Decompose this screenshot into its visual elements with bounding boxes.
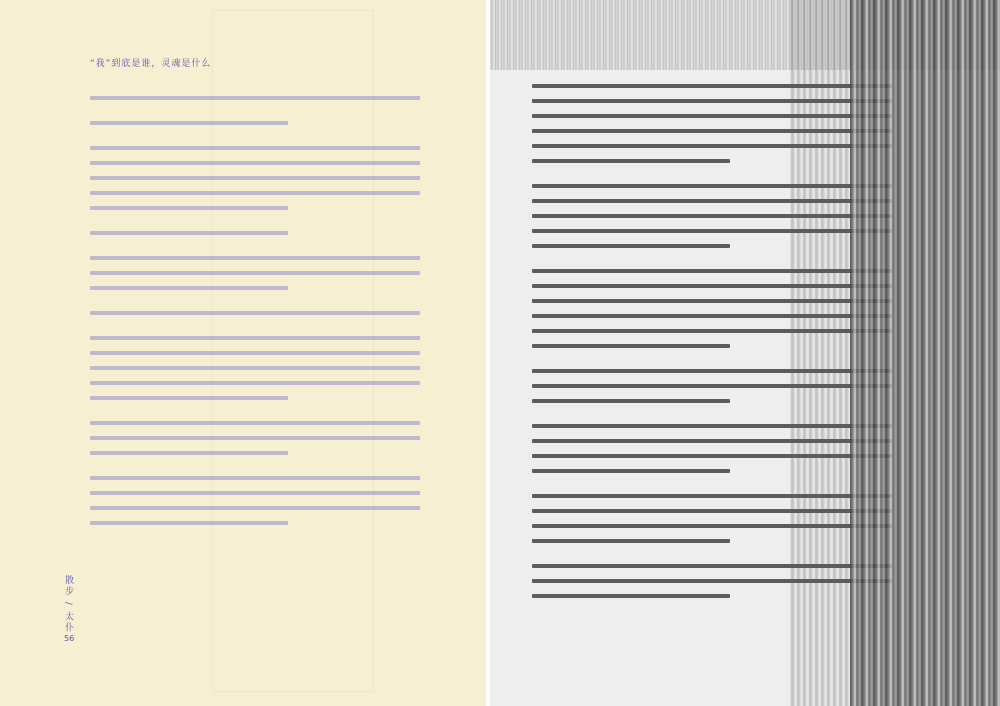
page-number: 56 xyxy=(64,634,75,643)
text-line xyxy=(90,121,288,125)
author-label: 散步 / 太仆 xyxy=(63,575,73,634)
right-page xyxy=(490,0,1000,706)
text-line xyxy=(90,336,420,340)
text-line xyxy=(90,206,288,210)
text-line xyxy=(90,436,420,440)
text-line xyxy=(532,159,730,163)
text-line xyxy=(532,344,730,348)
text-line xyxy=(90,351,420,355)
text-line xyxy=(90,396,288,400)
text-line xyxy=(90,476,420,480)
left-body-text xyxy=(90,96,420,536)
text-line xyxy=(90,521,288,525)
scan-artifact-stripes xyxy=(850,0,1000,706)
text-line xyxy=(532,594,730,598)
text-line xyxy=(90,421,420,425)
text-line xyxy=(90,381,420,385)
text-line xyxy=(90,191,420,195)
text-line xyxy=(90,256,420,260)
text-line xyxy=(90,231,288,235)
text-line xyxy=(90,451,288,455)
text-line xyxy=(90,506,420,510)
text-line xyxy=(90,161,420,165)
left-page xyxy=(0,0,486,706)
text-line xyxy=(532,469,730,473)
text-line xyxy=(90,176,420,180)
text-line xyxy=(90,146,420,150)
text-line xyxy=(532,539,730,543)
text-line xyxy=(90,491,420,495)
text-line xyxy=(532,244,730,248)
scan-artifact-fade xyxy=(790,0,850,706)
text-line xyxy=(90,271,420,275)
text-line xyxy=(90,286,288,290)
text-line xyxy=(532,399,730,403)
text-line xyxy=(90,96,420,100)
chapter-heading: “我”到底是谁，灵魂是什么 xyxy=(90,59,212,69)
text-line xyxy=(90,366,420,370)
text-line xyxy=(90,311,420,315)
